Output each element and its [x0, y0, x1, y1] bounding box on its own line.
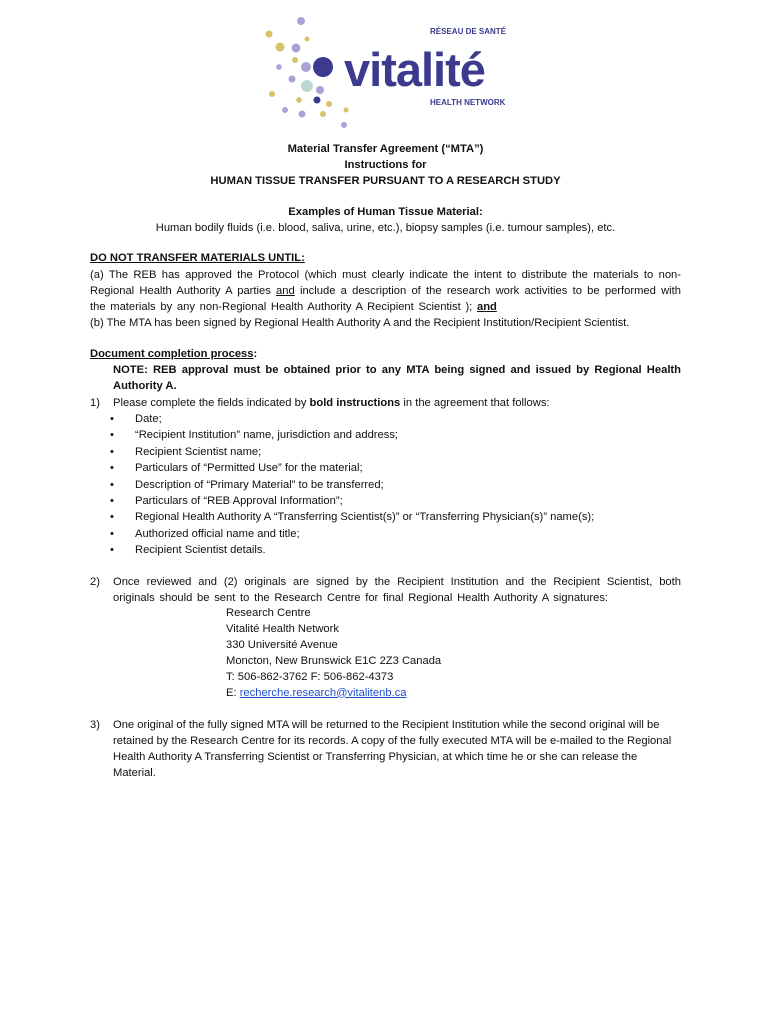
- logo-dots: [266, 14, 349, 128]
- list-item: • Authorized official name and title;: [90, 526, 681, 542]
- condition-a-text-1: (a) The REB has approved the Protocol (which must clearly indicate the intent to distribute the materials to non-Regional Health Authority A parties: [90, 268, 681, 297]
- logo-main-text: vitalité: [344, 43, 485, 96]
- step-number: 3): [90, 718, 100, 731]
- address-line: 330 Université Avenue: [226, 638, 338, 651]
- research-centre-address: [113, 606, 681, 701]
- list-item: • Particulars of “Permitted Use” for the material;: [90, 460, 681, 476]
- condition-a-and: and: [276, 284, 295, 297]
- examples-section: [90, 204, 681, 237]
- condition-b: (b) The MTA has been signed by Regional Health Authority A and the Recipient Institution/Recipient Scientist.: [90, 317, 630, 330]
- examples-heading: Examples of Human Tissue Material:: [288, 205, 483, 218]
- step-2-text: Once reviewed and (2) originals are signed by the Recipient Institution and the Recipient Scientist, both originals should be sent to the Research Centre for final Regional Health Authority A signatures:: [113, 575, 681, 604]
- step-1-text-after: in the agreement that follows:: [400, 396, 550, 409]
- condition-a-text-2: include a description of the research work activities to be performed with the materials by any non-Regional Health Authority A Recipient Scientist );: [90, 284, 681, 314]
- do-not-transfer-heading: DO NOT TRANSFER MATERIALS UNTIL:: [90, 252, 305, 265]
- condition-a-and-bold: and: [476, 301, 497, 314]
- list-item: • Date;: [90, 411, 681, 427]
- list-item: • Description of “Primary Material” to be transferred;: [90, 477, 681, 493]
- address-line: Moncton, New Brunswick E1C 2Z3 Canada: [226, 654, 442, 667]
- document-body: [90, 141, 681, 782]
- address-email-line: [226, 686, 681, 702]
- list-item: • Particulars of “REB Approval Information”;: [90, 493, 681, 509]
- examples-text: Human bodily fluids (i.e. blood, saliva, urine, etc.), biopsy samples (i.e. tumour samples), etc.: [155, 221, 616, 234]
- header-line-1: Material Transfer Agreement (“MTA”): [287, 143, 484, 155]
- address-phone-fax: T: 506-862-3762 F: 506-862-4373: [226, 670, 394, 683]
- list-item: • “Recipient Institution” name, jurisdiction and address;: [90, 427, 681, 443]
- step-3-text: One original of the fully signed MTA will be returned to the Recipient Institution while the second original will be retained by the Research Centre for its records. A copy of the fully executed MTA will be e-mailed to the Regional Health Authority A Transferring Scientist or Transferring Physician, at which time he or she can release the Material.: [113, 718, 672, 780]
- step-1-text: [113, 395, 681, 411]
- process-step-2: [90, 574, 681, 702]
- process-note: NOTE: REB approval must be obtained prior to any MTA being signed and issued by Regional Health Authority A.: [113, 363, 681, 393]
- address-line: Research Centre: [226, 607, 311, 620]
- logo-top-text: RÉSEAU DE SANTÉ: [430, 27, 507, 36]
- list-item: • Recipient Scientist name;: [90, 444, 681, 460]
- process-heading-text: Document completion process: [90, 347, 254, 360]
- email-link[interactable]: recherche.research@vitalitenb.ca: [239, 686, 407, 699]
- list-item: • Regional Health Authority A “Transferring Scientist(s)” or “Transferring Physician(s)” name(s);: [90, 509, 681, 525]
- header-line-3: HUMAN TISSUE TRANSFER PURSUANT TO A RESEARCH STUDY: [210, 175, 561, 188]
- process-heading-colon: :: [253, 347, 258, 360]
- step-1-text-bold: bold instructions: [309, 396, 401, 409]
- address-line: Vitalité Health Network: [226, 623, 339, 636]
- step-number: 1): [90, 396, 100, 409]
- process-section: [90, 346, 681, 782]
- document-header: [90, 141, 681, 190]
- step-1-text-before: Please complete the fields indicated by: [113, 396, 310, 409]
- process-step-1: [90, 395, 681, 559]
- header-line-2: Instructions for: [344, 159, 427, 172]
- vitalite-logo: [262, 14, 512, 134]
- process-heading: [90, 346, 681, 362]
- process-step-3: [90, 717, 681, 782]
- step-1-bullets: [90, 411, 681, 559]
- process-steps: [90, 395, 681, 782]
- list-item: • Recipient Scientist details.: [90, 542, 681, 558]
- email-label: E:: [226, 686, 240, 699]
- condition-a: [90, 267, 681, 316]
- step-number: 2): [90, 575, 100, 588]
- do-not-transfer-section: [90, 250, 681, 331]
- logo-bottom-text: HEALTH NETWORK: [430, 98, 506, 107]
